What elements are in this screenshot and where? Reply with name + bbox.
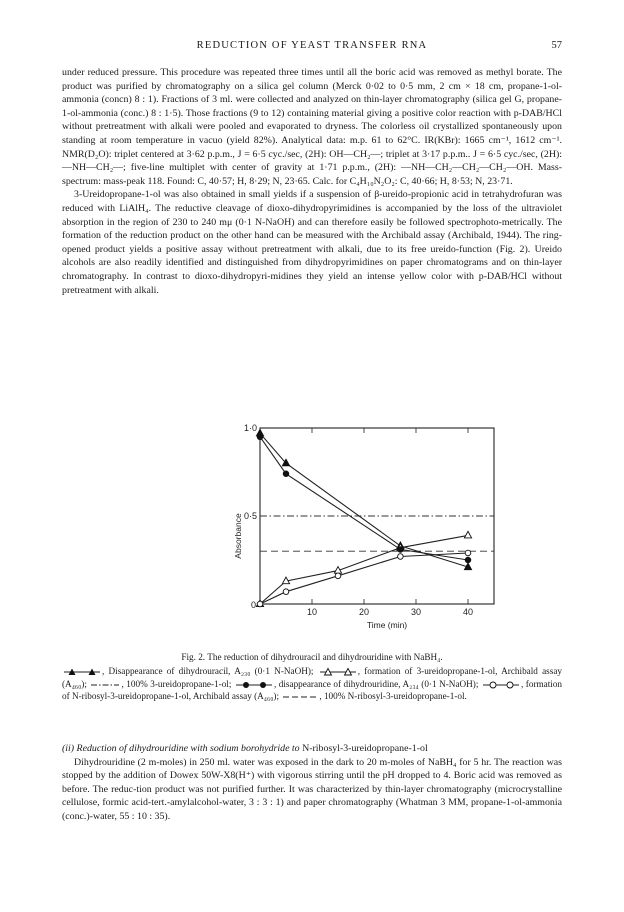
y-axis-label: Absorbance: [233, 513, 243, 559]
legend-filled-triangle-line: [62, 667, 102, 677]
legend-open-triangle-line: [318, 667, 358, 677]
legend-dashed-line: [281, 692, 319, 702]
x-tick-label: 30: [410, 607, 422, 617]
point-filled-circle: [257, 434, 263, 440]
section-heading: (ii) Reduction of dihydrouridine with sodium borohydride to N-ribosyl-3-ureidopropane-1-ol: [62, 743, 428, 754]
point-filled-circle: [465, 557, 471, 563]
legend-text-1: , Disappearance of dihydrouracil, A₂₃₀ (0·1 N-NaOH);: [102, 666, 314, 677]
point-open-circle: [257, 601, 263, 607]
figure-2: [182, 418, 502, 650]
x-axis-label: Time (min): [366, 620, 408, 630]
point-filled-circle: [398, 547, 404, 553]
legend-filled-circle-line: [234, 680, 274, 690]
legend-text-4: , disappearance of dihydrouridine, A₂₃₄ (0·1 N-NaOH);: [273, 678, 479, 689]
figure-caption: [62, 651, 562, 703]
page: [62, 0, 562, 912]
legend-dash-dot-line: [89, 680, 121, 690]
body-text-bottom: [62, 742, 562, 824]
series-line-filled-triangle: [260, 433, 468, 567]
paragraph-3: Dihydrouridine (2 m-moles) in 250 ml. water was exposed in the dark to 20 m-moles of NaBH₄ for 5 hr. The reaction was stopped by the addition of Dowex 50W-X8(H⁺) with vigorous stirring until the pH dropped to 4. Boric acid was removed as before. The reduc-tion product was not purified further. It was characterized by thin-layer chromatography (microcrystalline cellulose, formic acid-tert.-amylalcohol-water, 3 : 3 : 1) and paper chromatography (Whatman 3 MM, propane-1-ol-ammonia (conc.)-water, 55 : 10 : 35).: [62, 756, 562, 822]
x-tick-label: 20: [358, 607, 370, 617]
paragraph-2: 3-Ureidopropane-1-ol was also obtained in small yields if a suspension of β-ureido-propionic acid in tetrahydrofuran was reduced with LiAlH₄. The reductive cleavage of dioxo-dihydropyrimidines is accompanied by the loss of the ultraviolet absorption in the region of 230 to 240 mμ (0·1 N-NaOH) and can therefore easily be followed spectrophoto-metrically. The formation of the reduction product on the other hand can be measured with the Archibald assay (Archibald, 1944). The ring-opened product yields a positive assay without pretreatment with alkali, due to its free ureido-function (Fig. 2). Ureido alcohols are also readily identified and distinguished from dihydropyrimidines on paper chromatograms and on thin-layer chromatography. In contrast to dioxo-dihydropyri-midines they yield an intense yellow color with p-DAB/HCl without pretreatment with alkali.: [62, 189, 562, 296]
caption-label: Fig. 2.: [181, 652, 206, 662]
point-open-circle: [283, 589, 289, 595]
running-title: REDUCTION OF YEAST TRANSFER RNA: [196, 40, 428, 51]
running-header: [62, 40, 562, 56]
point-open-circle: [465, 550, 471, 556]
legend-text-6: , 100% N-ribosyl-3-ureidopropane-1-ol.: [319, 691, 467, 702]
legend-text-3: , 100% 3-ureidopropane-1-ol;: [121, 678, 232, 689]
point-open-circle: [335, 573, 341, 579]
page-number: 57: [551, 40, 562, 51]
point-open-circle: [398, 554, 404, 560]
x-tick-label: 40: [462, 607, 474, 617]
point-open-triangle: [464, 531, 471, 538]
paragraph-1: under reduced pressure. This procedure was repeated three times until all the boric acid was removed as methyl borate. The product was purified by chromatography on a silica gel column (Merck 0·02 to 0·5 mm, 2 cm × 18 cm, propane-1-ol-ammonia (concn) 8 : 1). Fractions of 3 ml. were collected and analyzed on thin-layer chromatography (silica gel G, propane-1-ol-ammonia (conc.) 8 : 1·5). Those fractions (9 to 12) containing material giving a positive color reaction with p-DAB/HCl without pretreatment with alkali were pooled and evaporated to dryness. The colorless oil crystallized spontaneously upon standing at room temperature in vacuo (yield 82%). Analytical data: m.p. 61 to 62°C. IR(KBr): 1665 cm⁻¹, 1612 cm⁻¹. NMR(D₂O): triplet centered at 3·62 p.p.m., J = 6·5 cyc./sec, (2H): OH—CH₂—; triplet at 3·17 p.p.m.. J = 6·5 cyc./sec, (2H): —NH—CH₂—; five-line multiplet with center of gravity at 1·71 p.p.m., (2H): —NH—CH₂—CH₂—CH₂—OH. Mass-spectrum: mass-peak 118. Found: C, 40·57; H, 8·29; N, 23·65. Calc. for C₄H₁₀N₂O₂: C, 40·66; H, 8·53; N, 23·71.: [62, 67, 562, 187]
y-tick-label: 0·5: [243, 511, 257, 521]
reduction-chart: [182, 418, 502, 650]
y-tick-label: 1·0: [243, 423, 257, 433]
body-text-top: [62, 66, 562, 297]
point-filled-circle: [283, 471, 289, 477]
legend-text-5: , formation of N-ribosyl-3-ureidopropane-1-ol, Archibald assay (A₄₆₀);: [62, 678, 563, 702]
origin-label: 0: [250, 600, 256, 610]
legend-open-circle-line: [481, 680, 521, 690]
x-tick-label: 10: [306, 607, 318, 617]
series-line-open-triangle: [260, 535, 468, 604]
legend-text-2: , formation of 3-ureidopropane-1-ol, Archibald assay (A₄₆₀);: [62, 666, 563, 689]
caption-title: The reduction of dihydrouracil and dihydrouridine with NaBH₄.: [207, 652, 443, 662]
